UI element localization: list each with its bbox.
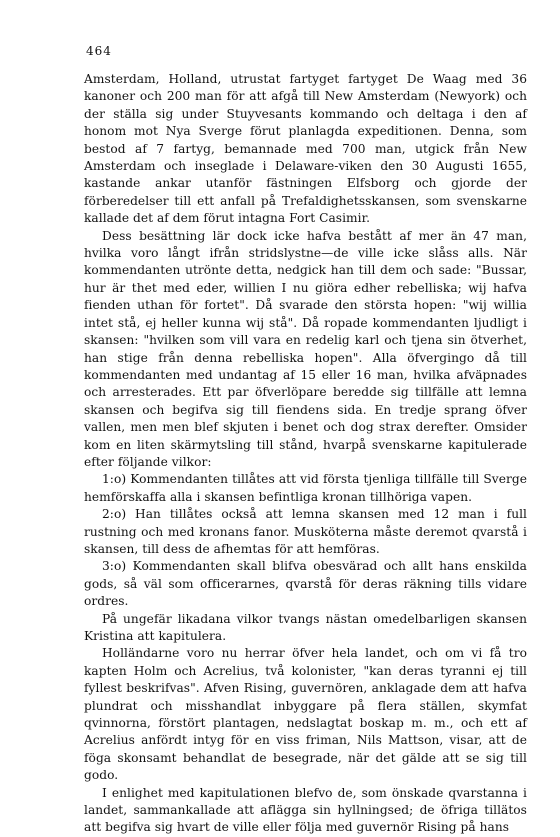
paragraph-oath: I enlighet med kapitulationen blefvo de, som önskade qvarstanna i landet, sammankallade att aflägga sin hyllningsed; de öfriga tillätos att begifva sig hvart de ville eller följa med guvernör Rising på hans xyxy=(84,785,527,835)
paragraph-intro: Amsterdam, Holland, utrustat fartyget fartyget De Waag med 36 kanoner och 200 man för att afgå till New Amsterdam (Newyork) och der ställa sig under Stuyvesants kommando och deltaga i den af honom mot Nya Sverge förut planlagda expeditionen. Denna, som bestod af 7 fartyg, bemannade med 700 man, utgick från New Amsterdam och inseglade i Delaware-viken den 30 Augusti 1655, kastande ankar utanför fästningen Elfsborg och gjorde der förberedelser till ett anfall på Trefaldighetsskansen, som svenskarne kallade det af dem förut intagna Fort Casimir. xyxy=(84,72,527,226)
page-number: 464 xyxy=(86,44,112,58)
paragraph-garrison: Dess besättning lär dock icke hafva bestått af mer än 47 man, hvilka voro långt ifrån stridslystne—de ville icke slåss alls. När kommendanten utrönte detta, nedgick han till dem och sade: "Bussar, hur är thet med eder, willien I nu giöra edher rebelliska; wij hafva fienden uthan för fortet". Då svarade den största hopen: "wij willia intet stå, ej heller kunna wij stå". Då ropade kommendanten ljudligt i skansen: "hvilken som vill vara en redelig karl och tjena sin ötverhet, han stige från denna rebelliska hopen". Alla öfvergingo då till kommendanten med undantag af 15 eller 16 man, hvilka afväpnades och arresterades. Ett par öfverlöpare beredde sig tillfälle att lemna skansen och begifva sig till fiendens sida. En tredje sprang öfver vallen, men men blef skjuten i benet och dog strax derefter. Omsider kom en liten skärmytsling till stånd, hvarpå svenskarne kapitulerade efter följande vilkor: xyxy=(84,228,527,469)
paragraph-dutch-rule: Holländarne voro nu herrar öfver hela landet, och om vi få tro kapten Holm och Acrelius, två kolonister, "kan deras tyranni ej till fyllest beskrifvas". Afven Rising, guvernören, anklagade dem att hafva plundrat och misshandlat inbyggare på flera ställen, skymfat qvinnorna, förstört plantagen, nedslagtat boskap m. m., och ett af Acrelius anfördt intyg för en viss friman, Nils Mattson, visar, att de föga skonsamt behandlat de besegrade, när det gälde att se sig till godo. xyxy=(84,646,527,783)
paragraph-condition-1: 1:o) Kommendanten tillåtes att vid första tjenliga tillfälle till Sverge hemförskaffa alla i skansen befintliga kronan tillhöriga vapen. xyxy=(84,472,527,504)
book-page xyxy=(84,44,527,837)
paragraph-kristina: På ungefär likadana vilkor tvangs nästan omedelbarligen skansen Kristina att kapitulera. xyxy=(84,611,527,643)
paragraph-condition-2: 2:o) Han tillåtes också att lemna skansen med 12 man i full rustning och med kronans fanor. Musköterna måste deremot qvarstå i skansen, till dess de afhemtas för att hemföras. xyxy=(84,507,527,556)
paragraph-condition-3: 3:o) Kommendanten skall blifva obesvärad och allt hans enskilda gods, så väl som officerarnes, qvarstå för deras räkning tills vidare ordres. xyxy=(84,559,527,609)
